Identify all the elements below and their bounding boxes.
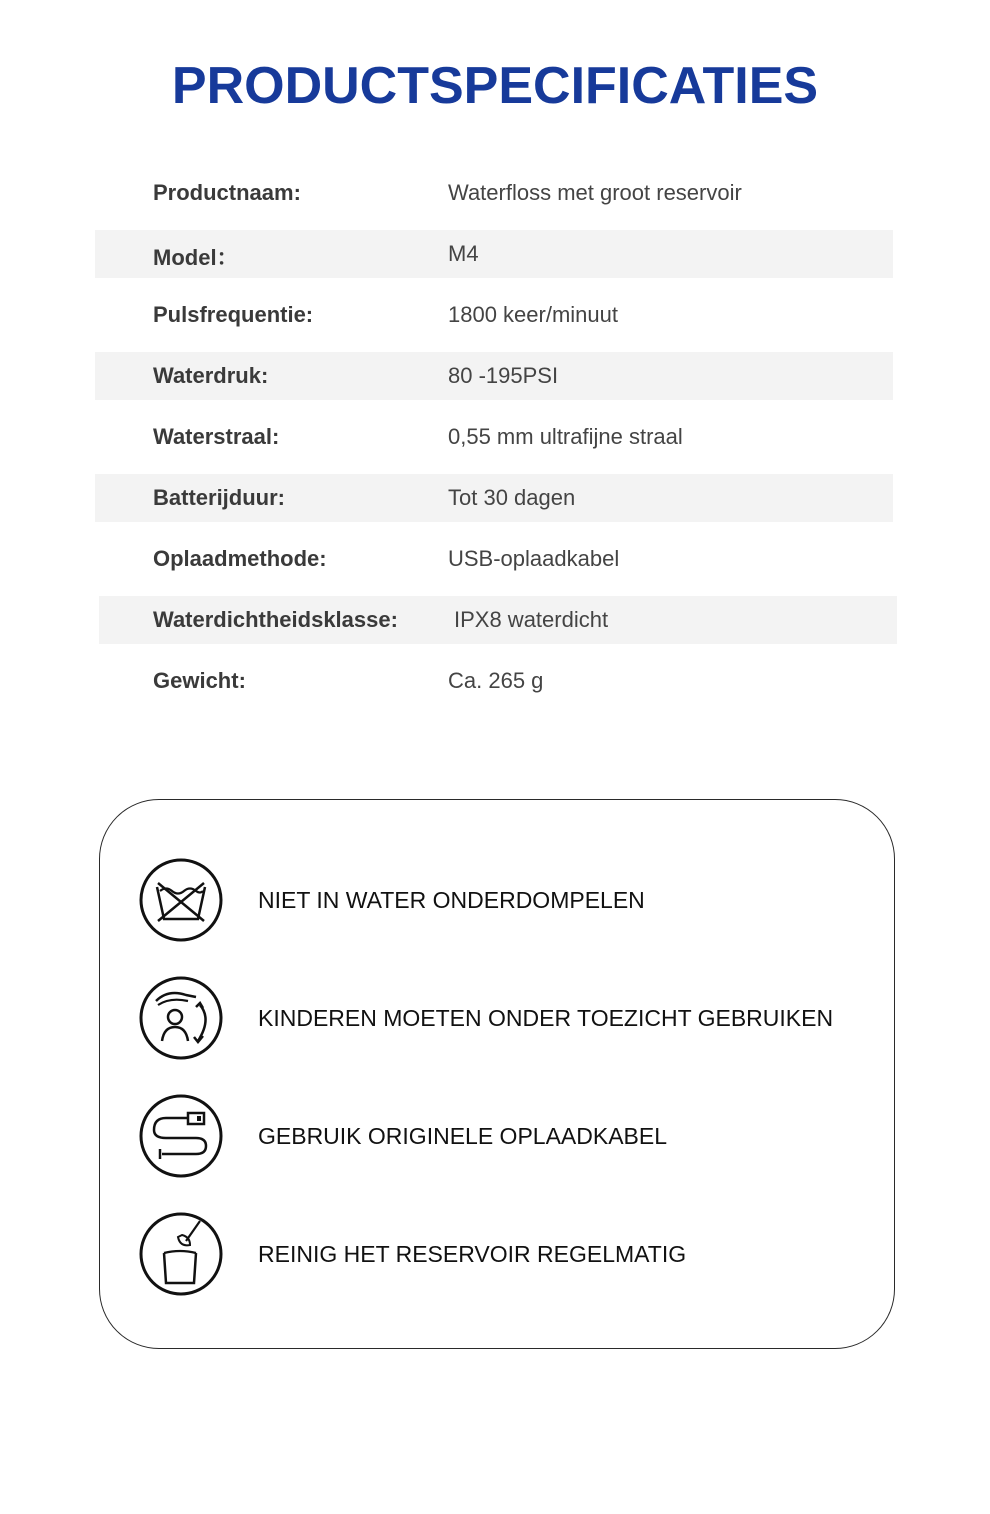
- warning-item: [138, 1093, 878, 1179]
- usb-cable-icon: [138, 1093, 224, 1179]
- warning-text: NIET IN WATER ONDERDOMPELEN: [258, 886, 645, 913]
- spec-value: Ca. 265 g: [448, 668, 544, 693]
- spec-value: IPX8 waterdicht: [454, 607, 609, 632]
- spec-value: 1800 keer/minuut: [448, 302, 618, 327]
- spec-label: Productnaam:: [153, 180, 301, 205]
- spec-value: 80 -195PSI: [448, 363, 559, 388]
- spec-label: Waterdruk:: [153, 363, 269, 388]
- warning-item: [138, 857, 878, 943]
- spec-label: Waterdichtheidsklasse:: [153, 607, 398, 632]
- page-title: PRODUCTSPECIFICATIES: [171, 57, 819, 115]
- warning-text: GEBRUIK ORIGINELE OPLAADKABEL: [258, 1122, 668, 1149]
- spec-label: Gewicht:: [153, 668, 246, 693]
- spec-value: Waterfloss met groot reservoir: [448, 180, 742, 205]
- spec-label: Batterijduur:: [153, 485, 285, 510]
- spec-label: Waterstraal:: [153, 424, 280, 449]
- spec-value: USB-oplaadkabel: [448, 546, 620, 571]
- spec-label: Oplaadmethode:: [153, 546, 327, 571]
- spec-label: Model：: [153, 245, 239, 270]
- spec-value: Tot 30 dagen: [448, 485, 576, 510]
- warning-text: REINIG HET RESERVOIR REGELMATIG: [258, 1240, 687, 1267]
- child-supervision-icon: [138, 975, 224, 1061]
- spec-label: Pulsfrequentie:: [153, 302, 314, 327]
- clean-reservoir-icon: [138, 1211, 224, 1297]
- spec-value: 0,55 mm ultrafijne straal: [448, 424, 683, 449]
- warning-item: [138, 1211, 878, 1297]
- no-immerse-icon: [138, 857, 224, 943]
- spec-value: M4: [448, 241, 479, 266]
- warning-item: [138, 975, 878, 1061]
- warning-text: KINDEREN MOETEN ONDER TOEZICHT GEBRUIKEN: [258, 1004, 834, 1031]
